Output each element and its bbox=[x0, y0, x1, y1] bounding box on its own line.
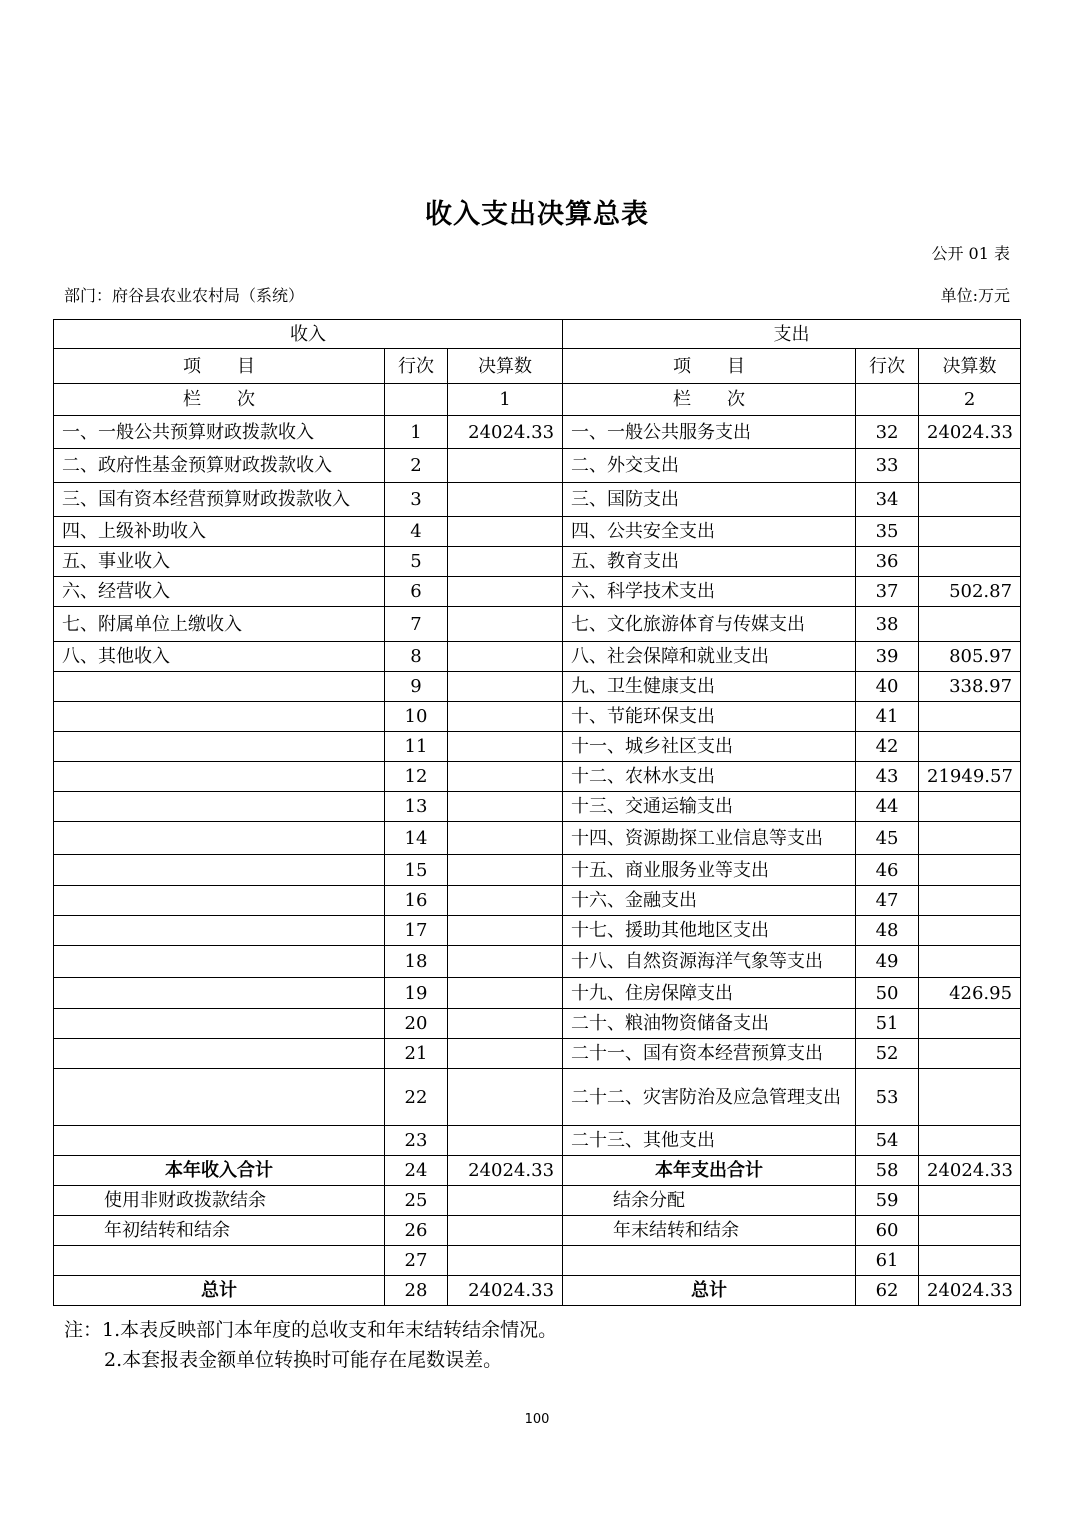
table-row bbox=[54, 978, 1021, 1009]
expense-row-no: 48 bbox=[856, 916, 919, 946]
income-item: 年初结转和结余 bbox=[54, 1216, 385, 1246]
table-row bbox=[54, 483, 1021, 517]
income-amount bbox=[448, 1039, 563, 1069]
income-expense-table bbox=[53, 319, 1021, 1306]
income-row-no: 14 bbox=[385, 822, 448, 855]
table-row bbox=[54, 762, 1021, 792]
expense-row-no: 53 bbox=[856, 1069, 919, 1126]
income-column-label: 栏 次 bbox=[54, 384, 385, 416]
expense-row-no: 36 bbox=[856, 547, 919, 577]
section-header-row bbox=[54, 320, 1021, 349]
income-row-no: 17 bbox=[385, 916, 448, 946]
income-item bbox=[54, 1039, 385, 1069]
income-amount bbox=[448, 1009, 563, 1039]
expense-item: 九、卫生健康支出 bbox=[563, 672, 856, 702]
expense-amount bbox=[919, 483, 1021, 517]
income-amount bbox=[448, 702, 563, 732]
expense-amount-header: 决算数 bbox=[919, 349, 1021, 384]
unit-label: 单位:万元 bbox=[940, 286, 1010, 305]
note-line-1: 注：1.本表反映部门本年度的总收支和年末结转结余情况。 bbox=[64, 1319, 558, 1341]
expense-amount bbox=[919, 702, 1021, 732]
income-row-no: 8 bbox=[385, 642, 448, 672]
expense-row-no: 41 bbox=[856, 702, 919, 732]
expense-row-no: 40 bbox=[856, 672, 919, 702]
table-row bbox=[54, 1186, 1021, 1216]
expense-item: 二十三、其他支出 bbox=[563, 1126, 856, 1156]
expense-row-no: 42 bbox=[856, 732, 919, 762]
expense-item: 结余分配 bbox=[563, 1186, 856, 1216]
expense-row-no: 58 bbox=[856, 1156, 919, 1186]
income-amount bbox=[448, 1069, 563, 1126]
expense-row-no: 59 bbox=[856, 1186, 919, 1216]
income-row-no: 21 bbox=[385, 1039, 448, 1069]
table-row bbox=[54, 416, 1021, 449]
income-amount bbox=[448, 483, 563, 517]
income-amount-header: 决算数 bbox=[448, 349, 563, 384]
table-row bbox=[54, 792, 1021, 822]
page-number: 100 bbox=[524, 1412, 550, 1427]
income-row-no: 10 bbox=[385, 702, 448, 732]
income-item bbox=[54, 792, 385, 822]
expense-item: 十三、交通运输支出 bbox=[563, 792, 856, 822]
income-row-no: 1 bbox=[385, 416, 448, 449]
expense-amount bbox=[919, 792, 1021, 822]
expense-amount bbox=[919, 1126, 1021, 1156]
table-row bbox=[54, 449, 1021, 483]
expense-amount bbox=[919, 1216, 1021, 1246]
expense-item: 本年支出合计 bbox=[563, 1156, 856, 1186]
expense-item: 一、一般公共服务支出 bbox=[563, 416, 856, 449]
income-item bbox=[54, 946, 385, 978]
expense-amount: 805.97 bbox=[919, 642, 1021, 672]
expense-row-no: 37 bbox=[856, 577, 919, 607]
expense-row-no: 32 bbox=[856, 416, 919, 449]
income-amount bbox=[448, 732, 563, 762]
expense-row-no-header: 行次 bbox=[856, 349, 919, 384]
income-amount bbox=[448, 1246, 563, 1276]
expense-row-no: 43 bbox=[856, 762, 919, 792]
expense-item: 十八、自然资源海洋气象等支出 bbox=[563, 946, 856, 978]
income-row-no: 22 bbox=[385, 1069, 448, 1126]
expense-row-no: 47 bbox=[856, 886, 919, 916]
income-item bbox=[54, 702, 385, 732]
expense-item: 五、教育支出 bbox=[563, 547, 856, 577]
table-row bbox=[54, 916, 1021, 946]
expense-row-no: 54 bbox=[856, 1126, 919, 1156]
expense-item: 十二、农林水支出 bbox=[563, 762, 856, 792]
income-amount: 24024.33 bbox=[448, 1276, 563, 1306]
expense-amount bbox=[919, 855, 1021, 886]
income-row-no: 13 bbox=[385, 792, 448, 822]
expense-item: 十一、城乡社区支出 bbox=[563, 732, 856, 762]
income-item bbox=[54, 1009, 385, 1039]
income-item bbox=[54, 1069, 385, 1126]
income-amount bbox=[448, 916, 563, 946]
table-row bbox=[54, 855, 1021, 886]
table-row bbox=[54, 577, 1021, 607]
income-row-no: 4 bbox=[385, 517, 448, 547]
income-item: 本年收入合计 bbox=[54, 1156, 385, 1186]
department-label: 部门：府谷县农业农村局（系统） bbox=[64, 286, 305, 305]
column-index-row bbox=[54, 384, 1021, 416]
income-item: 二、政府性基金预算财政拨款收入 bbox=[54, 449, 385, 483]
income-row-no: 27 bbox=[385, 1246, 448, 1276]
table-row bbox=[54, 642, 1021, 672]
income-item bbox=[54, 855, 385, 886]
expense-amount bbox=[919, 517, 1021, 547]
expense-amount bbox=[919, 1069, 1021, 1126]
income-item: 七、附属单位上缴收入 bbox=[54, 607, 385, 642]
income-item: 五、事业收入 bbox=[54, 547, 385, 577]
expense-amount bbox=[919, 449, 1021, 483]
income-row-no: 24 bbox=[385, 1156, 448, 1186]
income-amount bbox=[448, 1186, 563, 1216]
expense-item: 十七、援助其他地区支出 bbox=[563, 916, 856, 946]
income-amount: 24024.33 bbox=[448, 1156, 563, 1186]
expense-row-no: 52 bbox=[856, 1039, 919, 1069]
expense-column-index: 2 bbox=[919, 384, 1021, 416]
expense-item: 十六、金融支出 bbox=[563, 886, 856, 916]
expense-row-no: 33 bbox=[856, 449, 919, 483]
income-row-no: 7 bbox=[385, 607, 448, 642]
expense-item: 十五、商业服务业等支出 bbox=[563, 855, 856, 886]
income-row-no: 26 bbox=[385, 1216, 448, 1246]
expense-amount: 426.95 bbox=[919, 978, 1021, 1009]
expense-amount bbox=[919, 886, 1021, 916]
expense-row-no: 61 bbox=[856, 1246, 919, 1276]
income-item: 总计 bbox=[54, 1276, 385, 1306]
income-row-no: 6 bbox=[385, 577, 448, 607]
income-row-no: 5 bbox=[385, 547, 448, 577]
table-row bbox=[54, 1276, 1021, 1306]
income-row-no: 18 bbox=[385, 946, 448, 978]
expense-amount: 338.97 bbox=[919, 672, 1021, 702]
expense-item: 总计 bbox=[563, 1276, 856, 1306]
expense-amount bbox=[919, 1009, 1021, 1039]
expense-amount: 24024.33 bbox=[919, 1156, 1021, 1186]
income-row-no: 2 bbox=[385, 449, 448, 483]
income-item: 八、其他收入 bbox=[54, 642, 385, 672]
income-item bbox=[54, 1246, 385, 1276]
income-header: 收入 bbox=[54, 320, 563, 349]
table-row bbox=[54, 1009, 1021, 1039]
table-row bbox=[54, 1156, 1021, 1186]
expense-row-no: 60 bbox=[856, 1216, 919, 1246]
income-amount: 24024.33 bbox=[448, 416, 563, 449]
income-row-no: 3 bbox=[385, 483, 448, 517]
income-row-no: 16 bbox=[385, 886, 448, 916]
expense-row-no: 38 bbox=[856, 607, 919, 642]
income-amount bbox=[448, 822, 563, 855]
expense-row-no: 49 bbox=[856, 946, 919, 978]
income-row-no: 19 bbox=[385, 978, 448, 1009]
table-row bbox=[54, 607, 1021, 642]
table-row bbox=[54, 547, 1021, 577]
form-code: 公开 01 表 bbox=[931, 244, 1010, 263]
income-amount bbox=[448, 946, 563, 978]
expense-item: 二、外交支出 bbox=[563, 449, 856, 483]
expense-row-no: 34 bbox=[856, 483, 919, 517]
income-item: 使用非财政拨款结余 bbox=[54, 1186, 385, 1216]
income-item bbox=[54, 978, 385, 1009]
income-amount bbox=[448, 607, 563, 642]
income-row-no: 20 bbox=[385, 1009, 448, 1039]
expense-row-no: 62 bbox=[856, 1276, 919, 1306]
income-amount bbox=[448, 762, 563, 792]
expense-row-no: 44 bbox=[856, 792, 919, 822]
table-row bbox=[54, 822, 1021, 855]
income-item-header: 项 目 bbox=[54, 349, 385, 384]
expense-column-no bbox=[856, 384, 919, 416]
expense-amount bbox=[919, 732, 1021, 762]
column-header-row bbox=[54, 349, 1021, 384]
expense-amount bbox=[919, 1186, 1021, 1216]
table-row bbox=[54, 517, 1021, 547]
expense-item: 二十一、国有资本经营预算支出 bbox=[563, 1039, 856, 1069]
expense-amount bbox=[919, 916, 1021, 946]
expense-item: 十九、住房保障支出 bbox=[563, 978, 856, 1009]
table-row bbox=[54, 1126, 1021, 1156]
expense-amount bbox=[919, 946, 1021, 978]
income-amount bbox=[448, 577, 563, 607]
expense-row-no: 35 bbox=[856, 517, 919, 547]
expense-row-no: 50 bbox=[856, 978, 919, 1009]
table-row bbox=[54, 946, 1021, 978]
income-amount bbox=[448, 642, 563, 672]
table-row bbox=[54, 1246, 1021, 1276]
income-item: 一、一般公共预算财政拨款收入 bbox=[54, 416, 385, 449]
table-row bbox=[54, 1216, 1021, 1246]
expense-header: 支出 bbox=[563, 320, 1021, 349]
income-row-no: 9 bbox=[385, 672, 448, 702]
expense-amount bbox=[919, 822, 1021, 855]
expense-column-label: 栏 次 bbox=[563, 384, 856, 416]
expense-item: 七、文化旅游体育与传媒支出 bbox=[563, 607, 856, 642]
income-item bbox=[54, 822, 385, 855]
income-amount bbox=[448, 1216, 563, 1246]
income-row-no: 23 bbox=[385, 1126, 448, 1156]
income-row-no: 28 bbox=[385, 1276, 448, 1306]
income-amount bbox=[448, 547, 563, 577]
page-title: 收入支出决算总表 bbox=[425, 199, 649, 230]
expense-amount bbox=[919, 1246, 1021, 1276]
income-item bbox=[54, 886, 385, 916]
table-row bbox=[54, 1069, 1021, 1126]
table-row bbox=[54, 672, 1021, 702]
income-amount bbox=[448, 517, 563, 547]
expense-item: 十四、资源勘探工业信息等支出 bbox=[563, 822, 856, 855]
income-item bbox=[54, 732, 385, 762]
income-amount bbox=[448, 855, 563, 886]
expense-amount: 24024.33 bbox=[919, 416, 1021, 449]
expense-amount: 21949.57 bbox=[919, 762, 1021, 792]
expense-row-no: 39 bbox=[856, 642, 919, 672]
income-item: 三、国有资本经营预算财政拨款收入 bbox=[54, 483, 385, 517]
expense-amount: 502.87 bbox=[919, 577, 1021, 607]
expense-amount: 24024.33 bbox=[919, 1276, 1021, 1306]
expense-row-no: 51 bbox=[856, 1009, 919, 1039]
income-amount bbox=[448, 672, 563, 702]
expense-item: 八、社会保障和就业支出 bbox=[563, 642, 856, 672]
income-amount bbox=[448, 1126, 563, 1156]
income-amount bbox=[448, 886, 563, 916]
expense-item: 十、节能环保支出 bbox=[563, 702, 856, 732]
income-item: 四、上级补助收入 bbox=[54, 517, 385, 547]
income-row-no-header: 行次 bbox=[385, 349, 448, 384]
income-item bbox=[54, 1126, 385, 1156]
expense-row-no: 45 bbox=[856, 822, 919, 855]
income-item bbox=[54, 916, 385, 946]
income-amount bbox=[448, 792, 563, 822]
expense-item: 年末结转和结余 bbox=[563, 1216, 856, 1246]
expense-item: 四、公共安全支出 bbox=[563, 517, 856, 547]
expense-item: 二十、粮油物资储备支出 bbox=[563, 1009, 856, 1039]
income-item bbox=[54, 762, 385, 792]
expense-item bbox=[563, 1246, 856, 1276]
income-amount bbox=[448, 449, 563, 483]
expense-item: 三、国防支出 bbox=[563, 483, 856, 517]
expense-item-header: 项 目 bbox=[563, 349, 856, 384]
expense-row-no: 46 bbox=[856, 855, 919, 886]
table-row bbox=[54, 1039, 1021, 1069]
expense-item: 六、科学技术支出 bbox=[563, 577, 856, 607]
expense-amount bbox=[919, 547, 1021, 577]
income-row-no: 25 bbox=[385, 1186, 448, 1216]
income-item: 六、经营收入 bbox=[54, 577, 385, 607]
expense-amount bbox=[919, 1039, 1021, 1069]
income-row-no: 11 bbox=[385, 732, 448, 762]
note-line-2: 2.本套报表金额单位转换时可能存在尾数误差。 bbox=[104, 1349, 503, 1371]
expense-amount bbox=[919, 607, 1021, 642]
expense-item: 二十二、灾害防治及应急管理支出 bbox=[563, 1069, 856, 1126]
income-amount bbox=[448, 978, 563, 1009]
table-row bbox=[54, 732, 1021, 762]
income-column-index: 1 bbox=[448, 384, 563, 416]
income-item bbox=[54, 672, 385, 702]
table-row bbox=[54, 886, 1021, 916]
income-row-no: 15 bbox=[385, 855, 448, 886]
table-row bbox=[54, 702, 1021, 732]
income-row-no: 12 bbox=[385, 762, 448, 792]
income-column-no bbox=[385, 384, 448, 416]
